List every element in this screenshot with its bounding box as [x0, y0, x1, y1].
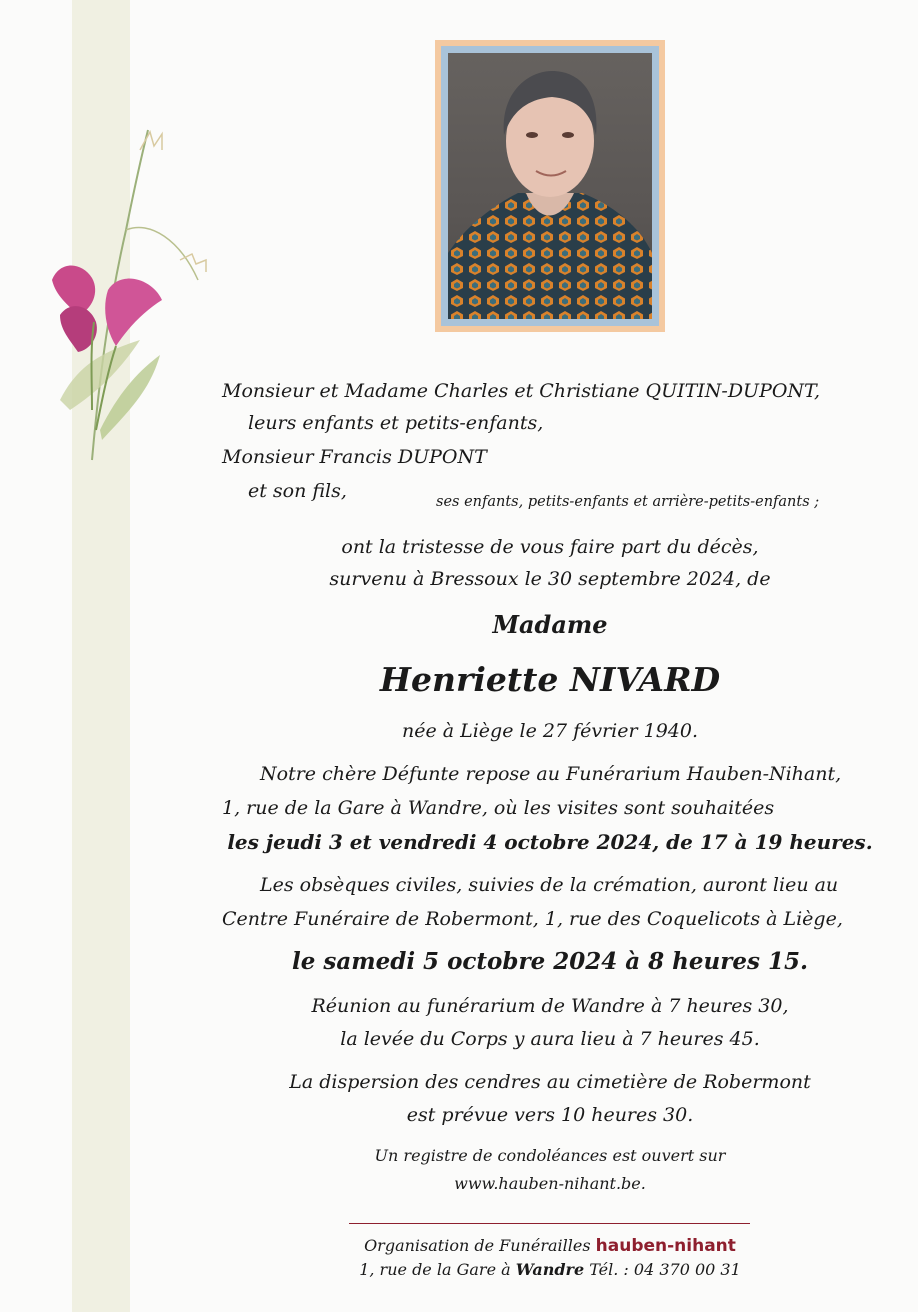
meeting-line-2: la levée du Corps y aura lieu à 7 heures 45. [340, 1028, 760, 1050]
birth-info: née à Liège le 27 février 1940. [401, 720, 699, 742]
family-line-2: leurs enfants et petits-enfants, [248, 412, 544, 434]
footer-address-prefix: 1, rue de la Gare à [359, 1260, 511, 1279]
portrait-photo [448, 53, 652, 319]
brand-logo: hauben-nihant [595, 1236, 736, 1256]
family-line-1: Monsieur et Madame Charles et Christiane QUITIN-DUPONT, [222, 380, 820, 402]
meeting-line-1: Réunion au funérarium de Wandre à 7 heures 30, [311, 995, 789, 1017]
funeral-line-2: Centre Funéraire de Robermont, 1, rue des Coquelicots à Liège, [222, 908, 843, 930]
calla-lily-illustration [30, 110, 220, 470]
footer-address [220, 1260, 880, 1279]
footer-org-label: Organisation de Funérailles [364, 1236, 591, 1255]
visit-line-2: 1, rue de la Gare à Wandre, où les visites sont souhaitées [222, 797, 775, 819]
registry-link[interactable]: www.hauben-nihant.be. [454, 1174, 646, 1193]
family-line-3: Monsieur Francis DUPONT [222, 446, 487, 468]
portrait-frame [435, 40, 665, 332]
registry-line-1: Un registre de condoléances est ouvert sur [374, 1146, 726, 1165]
family-line-5: ses enfants, petits-enfants et arrière-petits-enfants ; [436, 494, 820, 510]
funeral-line-1: Les obsèques civiles, suivies de la crémation, auront lieu au [260, 874, 839, 896]
family-line-4: et son fils, [248, 480, 347, 502]
footer-organisation [220, 1236, 880, 1256]
footer-phone: Tél. : 04 370 00 31 [589, 1260, 741, 1279]
funeral-line-3: le samedi 5 octobre 2024 à 8 heures 15. [292, 948, 808, 975]
dispersal-line-1: La dispersion des cendres au cimetière de Robermont [289, 1071, 811, 1093]
announcement-line-2: survenu à Bressoux le 30 septembre 2024, de [329, 568, 771, 590]
announcement-line-1: ont la tristesse de vous faire part du décès, [341, 536, 759, 558]
footer-divider [349, 1223, 750, 1224]
deceased-title: Madame [492, 610, 608, 639]
visit-line-1: Notre chère Défunte repose au Funérarium Hauben-Nihant, [260, 763, 842, 785]
deceased-name: Henriette NIVARD [379, 660, 721, 699]
dispersal-line-2: est prévue vers 10 heures 30. [406, 1104, 694, 1126]
visit-line-3: les jeudi 3 et vendredi 4 octobre 2024, de 17 à 19 heures. [227, 830, 873, 854]
footer-city: Wandre [515, 1260, 585, 1279]
